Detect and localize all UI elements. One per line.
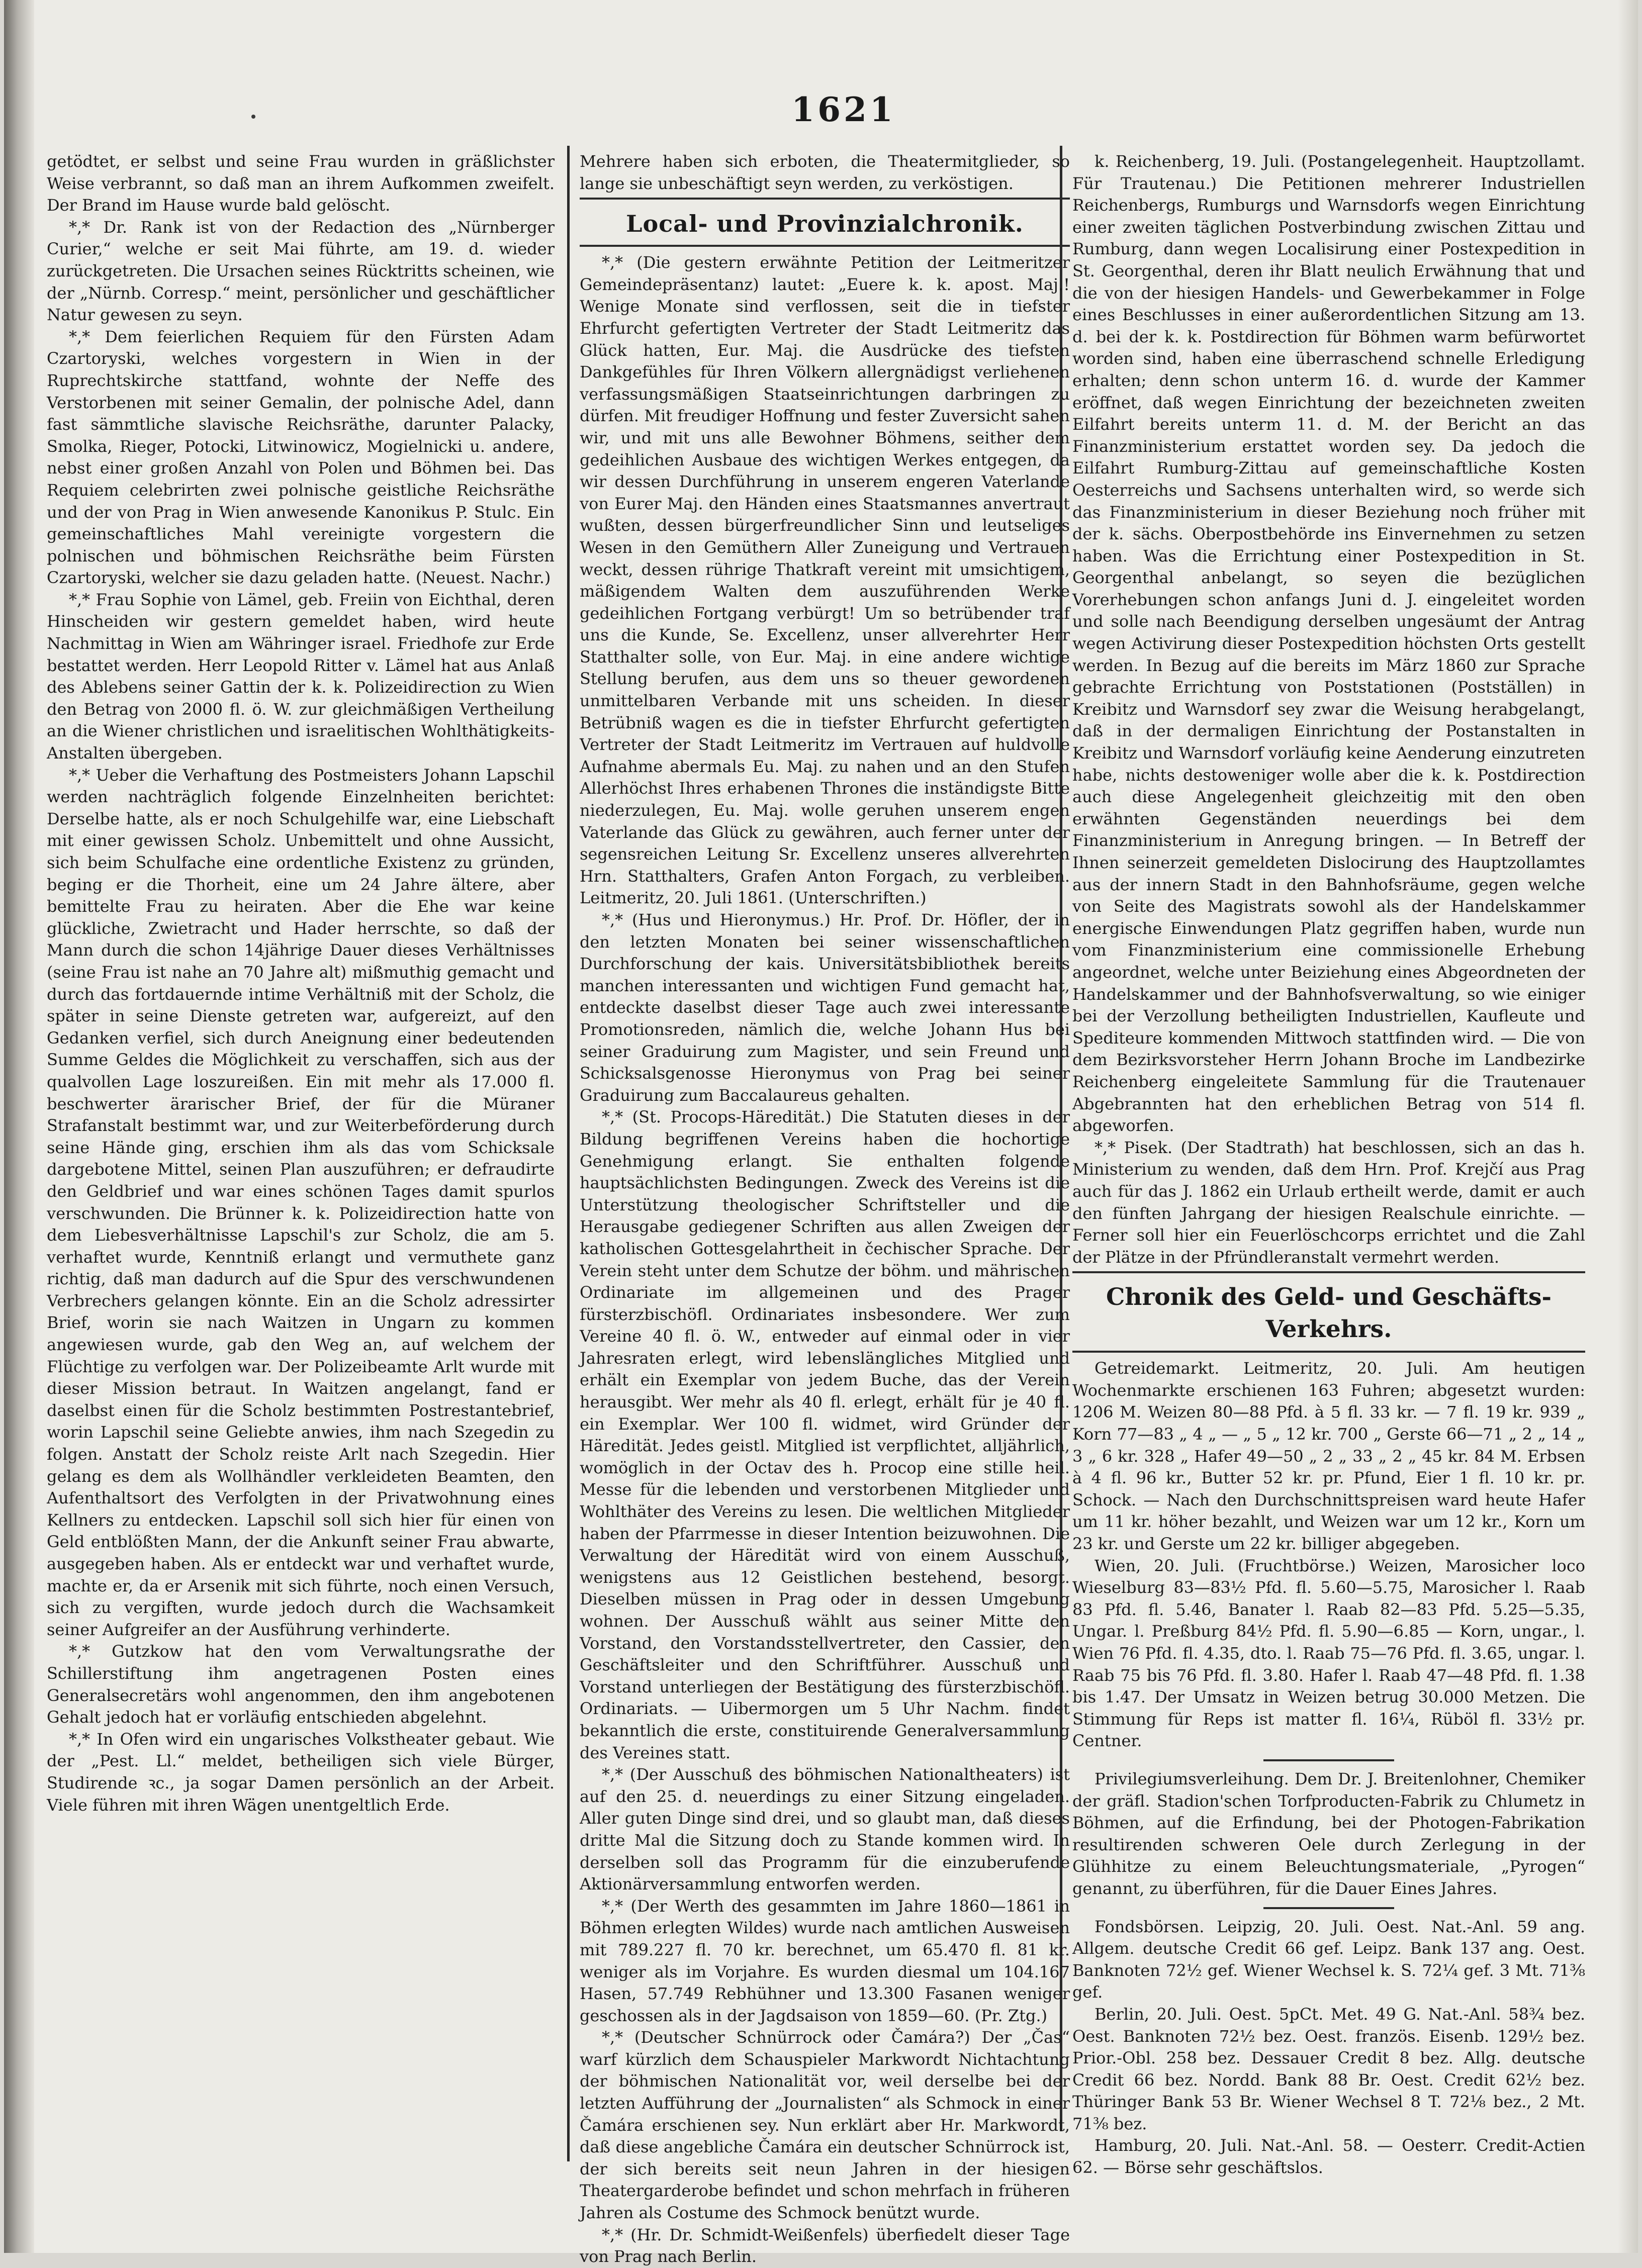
print-speck — [251, 115, 255, 119]
article-paragraph: getödtet, er selbst und seine Frau wurden in gräßlichster Weise verbrannt, so daß man an ihrem Aufkommen zweifelt. Der Brand im Hause wurde bald gelöscht. — [47, 152, 555, 215]
section-rule — [1072, 1351, 1585, 1353]
article-paragraph: *,* Ueber die Verhaftung des Postmeisters Johann Lapschil werden nachträglich folgende Einzelnheiten berichtet: Derselbe hatte, als er noch Schulgehilfe war, eine Liebschaft mit einer gewissen Scholz. Unbemittelt und ohne Aussicht, sich beim Schulfache eine ordentliche Existenz zu gründen, beging er die Thorheit, eine um 24 Jahre ältere, aber bemittelte Frau zu heiraten. Aber die Ehe war keine glückliche, Zwietracht und Hader herrschte, so daß der Mann durch die schon 14jährige Dauer dieses Verhältnisses (seine Frau ist nahe an 70 Jahre alt) mißmuthig gemacht und durch das fortdauernde intime Verhältniß mit der Scholz, die später in seine Dienste getreten war, aufgereizt, auf den Gedanken verfiel, sich durch Aneignung einer bedeutenden Summe Geldes die Möglichkeit zu verschaffen, sich aus der qualvollen Lage loszureißen. Ein mit mehr als 17.000 fl. beschwerter ärarischer Brief, der für die Müraner Strafanstalt bestimmt war, und zur Weiterbeförderung durch seine Hände ging, erschien ihm als das vom Schicksale dargebotene Mittel, seinen Plan auszuführen; er defraudirte den Geldbrief und war eines schönen Tages damit spurlos verschwunden. Die Brünner k. k. Polizeidirection hatte von dem Liebesverhältnisse Lapschil's zur Scholz, die am 5. verhaftet wurde, Kenntniß erlangt und vermuthete ganz richtig, daß man dadurch auf die Spur des verschwundenen Verbrechers gelangen könnte. Ein an die Scholz adressirter Brief, worin sie nach Waitzen in Ungarn zu kommen angewiesen wurde, gab den Weg an, auf welchem der Flüchtige zu verfolgen war. Der Polizeibeamte Arlt wurde mit dieser Mission betraut. In Waitzen angelangt, fand er daselbst einen für die Scholz bestimmten Postrestantebrief, worin Lapschil seine Geliebte anwies, ihm nach Szegedin zu folgen. Anstatt der Scholz reiste Arlt nach Szegedin. Hier gelang es dem als Wollhändler verkleideten Beamten, den Aufenthaltsort des Verfolgten in der Privatwohnung eines Kellners zu entdecken. Lapschil soll sich hier für einen von Geld entblößten Mann, der die Ankunft seiner Frau abwarte, ausgegeben haben. Als er entdeckt war und verhaftet wurde, machte er, da er Arsenik mit sich führte, noch einen Versuch, sich zu vergiften, wurde jedoch durch die Wachsamkeit seiner Aufgreifer an der Ausführung verhinderte. — [47, 765, 555, 1639]
article-paragraph: *,* (Hr. Dr. Schmidt-Weißenfels) überfiedelt dieser Tage von Prag nach Berlin. — [580, 2225, 1070, 2266]
privilege-notice: Privilegiumsverleihung. Dem Dr. J. Breitenlohner, Chemiker der gräfl. Stadion'schen Torfproducten-Fabrik zu Chlumetz in Böhmen, auf die Erfindung, bei der Photogen-Fabrikation resultirenden schweren Oele durch Zerlegung in der Glühhitze zu einem Beleuchtungsmateriale, „Pyrogen“ genannt, zu überführen, für die Dauer Eines Jahres. — [1072, 1769, 1585, 1898]
section-heading-local-chronicle: Local- und Provinzialchronik. — [626, 210, 1024, 238]
stock-report: Fondsbörsen. Leipzig, 20. Juli. Oest. Nat.-Anl. 59 ang. Allgem. deutsche Credit 66 gef. Leipz. Bank 137 ang. Oest. Banknoten 72½ gef. Wiener Wechsel k. S. 72¼ gef. 3 Mt. 71⅜ gef. — [1072, 1917, 1585, 2002]
newspaper-page — [4, 0, 1638, 2266]
market-report: Getreidemarkt. Leitmeritz, 20. Juli. Am heutigen Wochenmarkte erschienen 163 Fuhren; abgesetzt wurden: 1206 M. Weizen 80—88 Pfd. à 5 fl. 33 kr. — 7 fl. 19 kr. 939 „ Korn 77—83 „ 4 „ — „ 5 „ 12 kr. 700 „ Gerste 66—71 „ 2 „ 14 „ 3 „ 6 kr. 328 „ Hafer 49—50 „ 2 „ 33 „ 2 „ 45 kr. 84 M. Erbsen à 4 fl. 96 kr., Butter 52 kr. pr. Pfund, Eier 1 fl. 10 kr. pr. Schock. — Nach den Durchschnittspreisen ward heute Hafer um 11 kr. höher bezahlt, und Weizen war um 12 kr., Korn um 23 kr. und Gerste um 22 kr. billiger abgegeben. — [1072, 1359, 1585, 1554]
market-report: Wien, 20. Juli. (Fruchtbörse.) Weizen, Marosicher loco Wieselburg 83—83½ Pfd. fl. 5.60—5.75, Marosicher l. Raab 83 Pfd. fl. 5.46, Banater l. Raab 82—83 Pfd. 5.25—5.35, Ungar. l. Preßburg 84½ Pfd. fl. 5.90—6.85 — Korn, ungar., l. Wien 76 Pfd. fl. 4.35, dto. l. Raab 75—76 Pfd. fl. 3.65, ungar. l. Raab 75 bis 76 Pfd. fl. 3.80. Hafer l. Raab 47—48 Pfd. fl. 1.38 bis 1.47. Der Umsatz in Weizen betrug 30.000 Metzen. Die Stimmung für Reps ist matter fl. 16¼, Rüböl fl. 33½ pr. Centner. — [1072, 1556, 1585, 1751]
article-paragraph: *,* (Der Werth des gesammten im Jahre 1860—1861 in Böhmen erlegten Wildes) wurde nach amtlichen Ausweisen mit 789.227 fl. 70 kr. berechnet, um 65.470 fl. 81 kr. weniger als im Vorjahre. Es wurden diesmal um 104.167 Hasen, 57.749 Rebhühner und 13.300 Fasanen weniger geschossen als in der Jagdsaison von 1859—60. (Pr. Ztg.) — [580, 1896, 1070, 2025]
article-paragraph: *,* Gutzkow hat den vom Verwaltungsrathe der Schillerstiftung ihm angetragenen Posten eines Generalsecretärs wohl angenommen, den ihm angebotenen Gehalt jedoch hat er vorläufig entschieden abgelehnt. — [47, 1642, 555, 1727]
article-paragraph: *,* (Hus und Hieronymus.) Hr. Prof. Dr. Höfler, der in den letzten Monaten bei seiner wissenschaftlichen Durchforschung der kais. Universitätsbibliothek bereits manchen interessanten und wichtigen Fund gemacht hat, entdeckte daselbst dieser Tage auch zwei interessante Promotionsreden, nämlich die, welche Johann Hus bei seiner Graduirung zum Magister, und sein Freund und Schicksalsgenosse Hieronymus von Prag bei seiner Graduirung zum Baccalaureus gehalten. — [580, 910, 1070, 1105]
article-paragraph: *,* Dr. Rank ist von der Redaction des „Nürnberger Curier,“ welche er seit Mai führte, am 19. d. wieder zurückgetreten. Die Ursachen seines Rücktritts scheinen, wie der „Nürnb. Corresp.“ meint, persönlicher und geschäftlicher Natur gewesen zu seyn. — [47, 217, 555, 325]
page-number: 1621 — [791, 90, 896, 129]
column-1 — [47, 151, 555, 2161]
section-rule-short — [1263, 1759, 1394, 1761]
section-rule-short — [1263, 1907, 1394, 1909]
article-paragraph: *,* (Die gestern erwähnte Petition der Leitmeritzer Gemeindepräsentanz) lautet: „Euere k. k. apost. Maj.! Wenige Monate sind verflossen, seit die in tiefster Ehrfurcht gefertigten Vertreter der Stadt Leitmeritz das Glück hatten, Eur. Maj. die Ausdrücke des tiefsten Dankgefühles für Ihren Völkern allergnädigst verliehenen verfassungsmäßigen Staatseinrichtungen darbringen zu dürfen. Mit freudiger Hoffnung und fester Zuversicht sahen wir, und mit uns alle Bewohner Böhmens, seither dem gedeihlichen Ausbaue des wichtigen Werkes entgegen, da wir dessen Durchführung in unserem engeren Vaterlande von Eurer Maj. den Händen eines Staatsmannes anvertraut wußten, dessen bürgerfreundlicher Sinn und leutseliges Wesen in den Gemüthern Aller Zuneigung und Vertrauen weckt, dessen rührige Thatkraft vereint mit umsichtigem, mäßigendem Walten dem auszuführenden Werke gedeihlichen Fortgang verbürgt! Um so betrübender traf uns die Kunde, Se. Excellenz, unser allverehrter Herr Statthalter solle, von Eur. Maj. in eine andere wichtige Stellung berufen, aus dem uns so theuer gewordenen unmittelbaren Verbande mit uns scheiden. In dieser Betrübniß wagen es die in tiefster Ehrfurcht gefertigten Vertreter der Stadt Leitmeritz im Vertrauen auf huldvolle Aufnahme abermals Eu. Maj. zu nahen und an den Stufen Allerhöchst Ihres erhabenen Thrones die inständigste Bitte niederzulegen, Eu. Maj. wolle geruhen unserem engen Vaterlande das Glück zu gewähren, auch ferner unter der segensreichen Leitung Sr. Excellenz unseres allverehrten Hrn. Statthalters, Grafen Anton Forgach, zu verbleiben. Leitmeritz, 20. Juli 1861. (Unterschriften.) — [580, 253, 1070, 908]
section-rule — [580, 245, 1070, 247]
article-paragraph: *,* Frau Sophie von Lämel, geb. Freiin von Eichthal, deren Hinscheiden wir gestern gemeldet haben, wird heute Nachmittag in Wien am Währinger israel. Friedhofe zur Erde bestattet werden. Herr Leopold Ritter v. Lämel hat aus Anlaß des Ablebens seiner Gattin der k. k. Polizeidirection zu Wien den Betrag von 2000 fl. ö. W. zur gleichmäßigen Vertheilung an die Wiener christlichen und israelitischen Wohlthätigkeits-Anstalten übergeben. — [47, 590, 555, 763]
article-paragraph: *,* (Der Ausschuß des böhmischen Nationaltheaters) ist auf den 25. d. neuerdings zu einer Sitzung eingeladen. Aller guten Dinge sind drei, und so glaubt man, daß dieses dritte Mal die Sitzung doch zu Stande kommen wird. In derselben soll das Programm für die einzuberufende Aktionärversammlung entworfen werden. — [580, 1765, 1070, 1894]
column-3 — [1072, 151, 1585, 2178]
section-rule — [580, 198, 1070, 200]
article-paragraph: *,* (Deutscher Schnürrock oder Čamára?) Der „Čas“ warf kürzlich dem Schauspieler Markwordt Nichtachtung der böhmischen Nationalität vor, weil derselbe bei der letzten Aufführung der „Journalisten“ als Schmock in einer Čamára erschienen sey. Nun erklärt aber Hr. Markwordt, daß diese angebliche Čamára ein deutscher Schnürrock ist, der sich bereits seit neun Jahren in der hiesigen Theatergarderobe befindet und schon mehrfach in früheren Jahren als Costume des Schmock benützt wurde. — [580, 2028, 1070, 2223]
column-divider-1 — [567, 146, 570, 2161]
article-paragraph: k. Reichenberg, 19. Juli. (Postangelegenheit. Hauptzollamt. Für Trautenau.) Die Petitionen mehrerer Industriellen Reichenbergs, Rumburgs und Warnsdorfs wegen Einrichtung einer zweiten täglichen Postverbindung zwischen Zittau und Rumburg, dann wegen Localisirung einer Postexpedition in St. Georgenthal, deren ihr Blatt neulich Erwähnung that und die von der hiesigen Handels- und Gewerbekammer in Folge eines Beschlusses in einer außerordentlichen Sitzung am 13. d. bei der k. k. Postdirection für Böhmen warm befürwortet worden sind, haben eine überraschend schnelle Erledigung erhalten; denn schon unterm 16. d. wurde der Kammer eröffnet, daß wegen Einrichtung der bezeichneten zweiten Eilfahrt bereits unterm 11. d. M. der Bericht an das Finanzministerium erstattet worden sey. Da jedoch die Eilfahrt Rumburg-Zittau auf gemeinschaftliche Kosten Oesterreichs und Sachsens unterhalten wird, so werde sich das Finanzministerium in dieser Beziehung noch früher mit der k. sächs. Oberpostbehörde ins Einvernehmen zu setzen haben. Was die Errichtung einer Postexpedition in St. Georgenthal anbelangt, so seyen die bezüglichen Vorerhebungen schon anfangs Juni d. J. eingeleitet worden und solle nach Beendigung derselben ungesäumt der Antrag wegen Activirung dieser Postexpedition höchsten Orts gestellt werden. In Bezug auf die bereits im März 1860 zur Sprache gebrachte Errichtung von Poststationen (Postställen) in Kreibitz und Warnsdorf sey zwar die Weisung herabgelangt, daß in der dermaligen Einrichtung der Postanstalten in Kreibitz und Warnsdorf vorläufig keine Aenderung einzutreten habe, nichts destoweniger wolle aber die k. k. Postdirection auch diese Angelegenheit gleichzeitig mit den oben erwähnten Gegenständen neuerdings bei dem Finanzministerium in Anregung bringen. — In Betreff der Ihnen seinerzeit gemeldeten Dislocirung des Hauptzollamtes aus der innern Stadt in den Bahnhofsräume, gegen welche von Seite des Magistrats sowohl als der Handelskammer energische Einwendungen Platz gegriffen haben, wurde nun vom Finanzministerium eine commissionelle Erhebung angeordnet, welche unter Beiziehung eines Abgeordneten der Handelskammer und der Bahnhofsverwaltung, so wie einiger bei der Verzollung betheiligten Industriellen, Kaufleute und Spediteure kommenden Mittwoch stattfinden wird. — Die von dem Bezirksvorsteher Herrn Johann Broche im Landbezirke Reichenberg eingeleitete Sammlung für die Trautenauer Abgebrannten hat den erheblichen Betrag von 514 fl. abgeworfen. — [1072, 152, 1585, 1136]
page-binding-shadow — [4, 0, 34, 2253]
column-2 — [580, 151, 1070, 2266]
section-rule — [1072, 1271, 1585, 1273]
article-paragraph: *,* Dem feierlichen Requiem für den Fürsten Adam Czartoryski, welches vorgestern in Wien in der Ruprechtskirche stattfand, wohnte der Neffe des Verstorbenen mit seiner Gemalin, der polnische Adel, dann fast sämmtliche slavische Reichsräthe, darunter Palacky, Smolka, Rieger, Potocki, Litwinowicz, Mogielnicki u. andere, nebst einer großen Anzahl von Polen und Böhmen bei. Das Requiem celebrirten zwei polnische geistliche Reichsräthe und der von Prag in Wien anwesende Kanonikus P. Stulc. Ein gemeinschaftliches Mahl vereinigte vorgestern die polnischen und böhmischen Reichsräthe beim Fürsten Czartoryski, welcher sie dazu geladen hatte. (Neuest. Nachr.) — [47, 327, 555, 588]
page-edge-shadow — [1618, 0, 1638, 2253]
article-paragraph: Mehrere haben sich erboten, die Theatermitglieder, so lange sie unbeschäftigt seyn werden, zu verköstigen. — [580, 152, 1070, 193]
section-heading-finance-chronicle: Chronik des Geld- und Geschäfts-Verkehrs. — [1106, 1283, 1552, 1344]
article-paragraph: *,* Pisek. (Der Stadtrath) hat beschlossen, sich an das h. Ministerium zu wenden, daß dem Hrn. Prof. Krejčí aus Prag auch für das J. 1862 ein Urlaub ertheilt werde, damit er auch den fünften Jahrgang der hiesigen Realschule einrichte. — Ferner soll hier ein Feuerlöschcorps errichtet und die Zahl der Plätze in der Pfründleranstalt vermehrt werden. — [1072, 1138, 1585, 1267]
article-paragraph: *,* In Ofen wird ein ungarisches Volkstheater gebaut. Wie der „Pest. Ll.“ meldet, betheiligen sich viele Bürger, Studirende ꝛc., ja sogar Damen persönlich an der Arbeit. Viele führen mit ihren Wägen unentgeltlich Erde. — [47, 1729, 555, 1815]
stock-report: Berlin, 20. Juli. Oest. 5pCt. Met. 49 G. Nat.-Anl. 58¾ bez. Oest. Banknoten 72½ bez. Oest. französ. Eisenb. 129½ bez. Prior.-Obl. 258 bez. Dessauer Credit 8 bez. Allg. deutsche Credit 66 bez. Nordd. Bank 88 Br. Oest. Credit 62½ bez. Thüringer Bank 53 Br. Wiener Wechsel 8 T. 72⅛ bez., 2 Mt. 71⅜ bez. — [1072, 2004, 1585, 2133]
stock-report: Hamburg, 20. Juli. Nat.-Anl. 58. — Oesterr. Credit-Actien 62. — Börse sehr geschäftslos. — [1072, 2136, 1585, 2178]
article-paragraph: *,* (St. Procops-Häredität.) Die Statuten dieses in der Bildung begriffenen Vereins haben die hochortige Genehmigung erlangt. Sie enthalten folgende hauptsächlichsten Bedingungen. Zweck des Vereins ist die Unterstützung theologischer Schriftsteller und die Herausgabe gediegener Schriften aus allen Zweigen der katholischen Gottesgelahrtheit in čechischer Sprache. Der Verein steht unter dem Schutze der böhm. und mährischen Ordinariate im allgemeinen und des Prager fürsterzbischöfl. Ordinariates insbesondere. Wer zum Vereine 40 fl. ö. W., entweder auf einmal oder in vier Jahresraten erlegt, wird lebenslängliches Mitglied und erhält ein Exemplar von jedem Buche, das der Verein herausgibt. Wer mehr als 40 fl. erlegt, erhält für je 40 fl. ein Exemplar. Wer 100 fl. widmet, wird Gründer der Häredität. Jedes geistl. Mitglied ist verpflichtet, alljährlich, womöglich in der Octav des h. Procop eine stille heil. Messe für die lebenden und verstorbenen Mitglieder und Wohlthäter des Vereins zu lesen. Die weltlichen Mitglieder haben der Pfarrmesse in dieser Intention beizuwohnen. Die Verwaltung der Häredität wird von einem Ausschuß, wenigstens aus 12 Geistlichen bestehend, besorgt. Dieselben müssen in Prag oder in dessen Umgebung wohnen. Der Ausschuß wählt aus seiner Mitte den Vorstand, den Vorstandsstellvertreter, den Cassier, den Geschäftsleiter und den Schriftführer. Ausschuß und Vorstand unterliegen der Bestätigung des fürsterzbischöfl. Ordinariats. — Uibermorgen um 5 Uhr Nachm. findet bekanntlich die erste, constituirende Generalversammlung des Vereines statt. — [580, 1107, 1070, 1762]
